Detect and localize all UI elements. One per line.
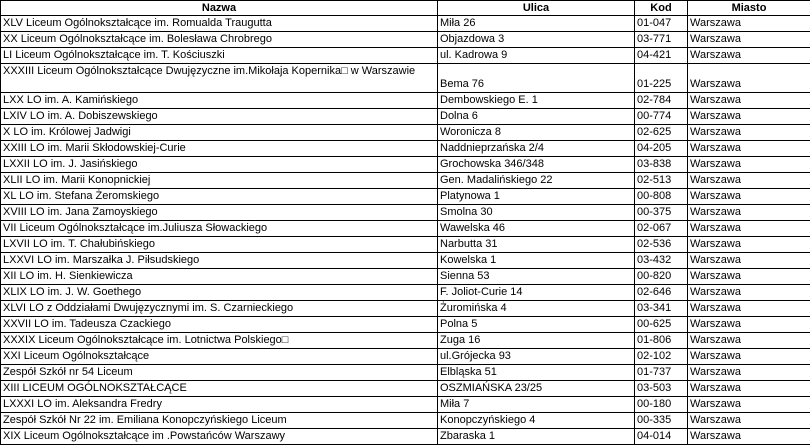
cell-city[interactable]: Warszawa (688, 349, 810, 365)
cell-code[interactable]: 00-335 (635, 413, 688, 429)
cell-name[interactable]: LXXVI LO im. Marszałka J. Piłsudskiego (1, 253, 438, 269)
cell-name[interactable]: VII Liceum Ogólnokształcące im.Juliusza Słowackiego (1, 221, 438, 237)
table-row (1, 429, 810, 445)
cell-code[interactable]: 00-774 (635, 109, 688, 125)
cell-city[interactable]: Warszawa (688, 237, 810, 253)
cell-city[interactable]: Warszawa (688, 413, 810, 429)
cell-street[interactable]: F. Joliot-Curie 14 (438, 285, 635, 301)
cell-city[interactable]: Warszawa (688, 109, 810, 125)
cell-code[interactable]: 04-421 (635, 48, 688, 64)
cell-city[interactable]: Warszawa (688, 317, 810, 333)
cell-code[interactable]: 02-625 (635, 125, 688, 141)
table-row (1, 253, 810, 269)
cell-name[interactable]: XXXIII Liceum Ogólnokształcące Dwujęzyczne im.Mikołaja Kopernika□ w Warszawie (1, 64, 438, 93)
cell-name[interactable]: LXXII LO im. J. Jasińskiego (1, 157, 438, 173)
cell-street[interactable]: OSZMIAŃSKA 23/25 (438, 381, 635, 397)
table-row (1, 32, 810, 48)
cell-city[interactable]: Warszawa (688, 301, 810, 317)
cell-code[interactable]: 04-205 (635, 141, 688, 157)
cell-name[interactable]: LI Liceum Ogólnokształcące im. T. Kościuszki (1, 48, 438, 64)
header-name[interactable]: Nazwa (1, 1, 438, 16)
cell-street[interactable]: Kowelska 1 (438, 253, 635, 269)
cell-name[interactable]: LXX LO im. A. Kamińskiego (1, 93, 438, 109)
table-row (1, 333, 810, 349)
cell-city[interactable]: Warszawa (688, 429, 810, 445)
cell-city[interactable]: Warszawa (688, 381, 810, 397)
cell-name[interactable]: XIX Liceum Ogólnokształcące im .Powstańców Warszawy (1, 429, 438, 445)
cell-name[interactable]: XLIX LO im. J. W. Goethego (1, 285, 438, 301)
cell-name[interactable]: X LO im. Królowej Jadwigi (1, 125, 438, 141)
cell-code[interactable]: 01-737 (635, 365, 688, 381)
cell-name[interactable]: XIII LICEUM OGÓLNOKSZTAŁCĄCE (1, 381, 438, 397)
cell-name[interactable]: XX Liceum Ogólnokształcące im. Bolesława Chrobrego (1, 32, 438, 48)
cell-code[interactable]: 03-838 (635, 157, 688, 173)
cell-code[interactable]: 03-503 (635, 381, 688, 397)
cell-city[interactable]: Warszawa (688, 157, 810, 173)
cell-street[interactable]: Platynowa 1 (438, 189, 635, 205)
cell-code[interactable]: 00-820 (635, 269, 688, 285)
table-row (1, 349, 810, 365)
cell-street[interactable]: Naddnieprzańska 2/4 (438, 141, 635, 157)
cell-street[interactable]: Wawelska 46 (438, 221, 635, 237)
cell-city[interactable]: Warszawa (688, 221, 810, 237)
cell-street[interactable]: Konopczyńskiego 4 (438, 413, 635, 429)
cell-city[interactable]: Warszawa (688, 205, 810, 221)
table-row (1, 93, 810, 109)
cell-street[interactable]: Miła 26 (438, 16, 635, 32)
cell-city[interactable]: Warszawa (688, 173, 810, 189)
table-row (1, 205, 810, 221)
cell-name[interactable]: XXI Liceum Ogólnokształcące (1, 349, 438, 365)
table-row (1, 48, 810, 64)
cell-city[interactable]: Warszawa (688, 285, 810, 301)
cell-code[interactable]: 02-784 (635, 93, 688, 109)
cell-name[interactable]: LXXXI LO im. Aleksandra Fredry (1, 397, 438, 413)
cell-street[interactable]: Grochowska 346/348 (438, 157, 635, 173)
cell-name[interactable]: XVIII LO im. Jana Zamoyskiego (1, 205, 438, 221)
cell-street[interactable]: Dolna 6 (438, 109, 635, 125)
cell-city[interactable]: Warszawa (688, 48, 810, 64)
header-city[interactable]: Miasto (688, 1, 810, 16)
header-code[interactable]: Kod (635, 1, 688, 16)
cell-code[interactable]: 04-014 (635, 429, 688, 445)
table-row (1, 301, 810, 317)
cell-code[interactable]: 02-513 (635, 173, 688, 189)
cell-code[interactable]: 01-806 (635, 333, 688, 349)
cell-code[interactable]: 00-625 (635, 317, 688, 333)
cell-city[interactable]: Warszawa (688, 253, 810, 269)
cell-street[interactable]: Miła 7 (438, 397, 635, 413)
cell-city[interactable]: Warszawa (688, 64, 810, 93)
cell-name[interactable]: XXIII LO im. Marii Skłodowskiej-Curie (1, 141, 438, 157)
cell-code[interactable]: 02-536 (635, 237, 688, 253)
cell-name[interactable]: XXVII LO im. Tadeusza Czackiego (1, 317, 438, 333)
cell-street[interactable]: Elbląska 51 (438, 365, 635, 381)
cell-street[interactable]: ul. Kadrowa 9 (438, 48, 635, 64)
cell-name[interactable]: LXIV LO im. A. Dobiszewskiego (1, 109, 438, 125)
cell-name[interactable]: Zespół Szkół nr 54 Liceum (1, 365, 438, 381)
table-row (1, 381, 810, 397)
cell-city[interactable]: Warszawa (688, 365, 810, 381)
cell-code[interactable]: 02-102 (635, 349, 688, 365)
cell-code[interactable]: 03-771 (635, 32, 688, 48)
cell-city[interactable]: Warszawa (688, 189, 810, 205)
cell-code[interactable]: 01-225 (635, 64, 688, 93)
table-row (1, 189, 810, 205)
table-row (1, 237, 810, 253)
table-row (1, 269, 810, 285)
cell-code[interactable]: 03-432 (635, 253, 688, 269)
cell-street[interactable]: Zbaraska 1 (438, 429, 635, 445)
cell-street[interactable]: Gen. Madalińskiego 22 (438, 173, 635, 189)
header-row (1, 1, 810, 16)
table-row (1, 365, 810, 381)
table-row (1, 125, 810, 141)
table-row (1, 285, 810, 301)
table-row (1, 141, 810, 157)
cell-street[interactable]: Narbutta 31 (438, 237, 635, 253)
cell-street[interactable]: Sienna 53 (438, 269, 635, 285)
table-row (1, 16, 810, 32)
cell-city[interactable]: Warszawa (688, 141, 810, 157)
cell-city[interactable]: Warszawa (688, 93, 810, 109)
cell-code[interactable]: 02-067 (635, 221, 688, 237)
table-row (1, 397, 810, 413)
cell-name[interactable]: XII LO im. H. Sienkiewicza (1, 269, 438, 285)
cell-street[interactable]: Woronicza 8 (438, 125, 635, 141)
table-row (1, 109, 810, 125)
table-row (1, 64, 810, 93)
cell-name[interactable]: XLVI LO z Oddziałami Dwujęzycznymi im. S. Czarnieckiego (1, 301, 438, 317)
cell-city[interactable]: Warszawa (688, 333, 810, 349)
cell-city[interactable]: Warszawa (688, 32, 810, 48)
cell-street[interactable]: Dembowskiego E. 1 (438, 93, 635, 109)
cell-street[interactable]: Zuga 16 (438, 333, 635, 349)
cell-code[interactable]: 00-180 (635, 397, 688, 413)
table-row (1, 221, 810, 237)
cell-name[interactable]: XXXIX Liceum Ogólnokształcące im. Lotnictwa Polskiego□ (1, 333, 438, 349)
cell-code[interactable]: 03-341 (635, 301, 688, 317)
cell-code[interactable]: 00-808 (635, 189, 688, 205)
cell-city[interactable]: Warszawa (688, 16, 810, 32)
cell-street[interactable]: Objazdowa 3 (438, 32, 635, 48)
cell-name[interactable]: Zespół Szkół Nr 22 im. Emiliana Konopczyńskiego Liceum (1, 413, 438, 429)
cell-street[interactable]: Smolna 30 (438, 205, 635, 221)
cell-name[interactable]: XLII LO im. Marii Konopnickiej (1, 173, 438, 189)
table-row (1, 413, 810, 429)
cell-city[interactable]: Warszawa (688, 397, 810, 413)
cell-street[interactable]: Żuromińska 4 (438, 301, 635, 317)
cell-code[interactable]: 01-047 (635, 16, 688, 32)
cell-city[interactable]: Warszawa (688, 269, 810, 285)
cell-city[interactable]: Warszawa (688, 125, 810, 141)
header-street[interactable]: Ulica (438, 1, 635, 16)
cell-code[interactable]: 02-646 (635, 285, 688, 301)
table-row (1, 157, 810, 173)
cell-street[interactable]: Bema 76 (438, 64, 635, 93)
cell-street[interactable]: ul.Grójecka 93 (438, 349, 635, 365)
table-row (1, 317, 810, 333)
cell-street[interactable]: Polna 5 (438, 317, 635, 333)
cell-code[interactable]: 00-375 (635, 205, 688, 221)
cell-name[interactable]: XL LO im. Stefana Żeromskiego (1, 189, 438, 205)
table-row (1, 173, 810, 189)
cell-name[interactable]: XLV Liceum Ogólnokształcące im. Romualda Traugutta (1, 16, 438, 32)
cell-name[interactable]: LXVII LO im. T. Chałubińskiego (1, 237, 438, 253)
